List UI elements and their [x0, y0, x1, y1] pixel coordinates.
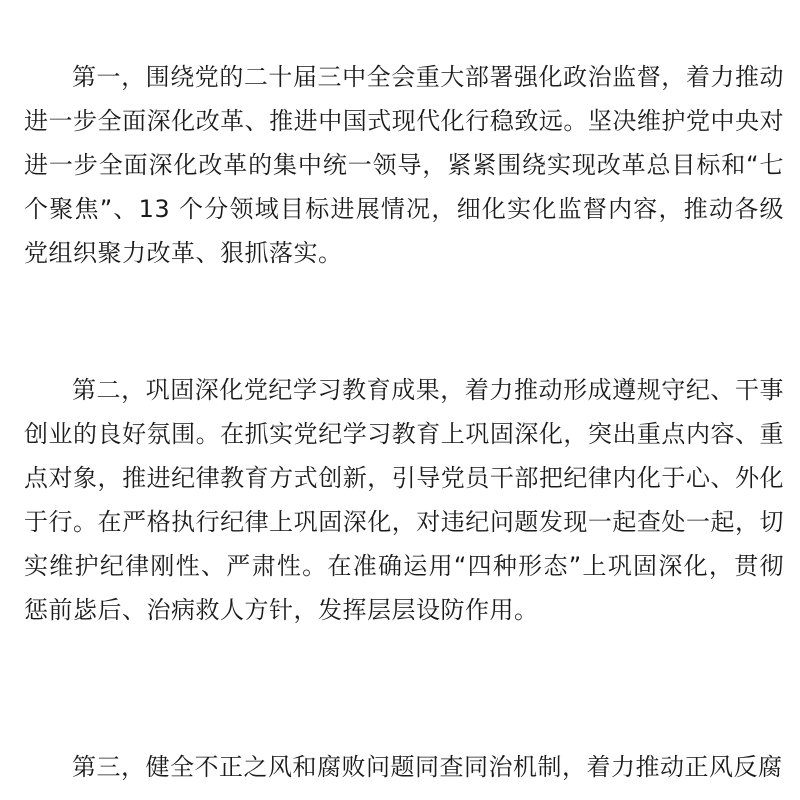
paragraph-third: 第三，健全不正之风和腐败问题同查同治机制，着力推动正风反腐 — [72, 753, 783, 781]
paragraph-first: 第一，围绕党的二十届三中全会重大部署强化政治监督，着力推动进一步全面深化改革、推进中国式现代化行稳致远。坚决维护党中央对进一步全面深化改革的集中统一领导，紧紧围绕实现改革总目标和“七个聚焦”、13 个分领域目标进展情况，细化实化监督内容，推动各级党组织聚力改革、狠抓落实。 — [24, 63, 784, 267]
paragraph-second: 第二，巩固深化党纪学习教育成果，着力推动形成遵规守纪、干事创业的良好氛围。在抓实党纪学习教育上巩固深化，突出重点内容、重点对象，推进纪律教育方式创新，引导党员干部把纪律内化于心、外化于行。在严格执行纪律上巩固深化，对违纪问题发现一起查处一起，切实维护纪律刚性、严肃性。在准确运用“四种形态”上巩固深化，贯彻惩前毖后、治病救人方针，发挥层层设防作用。 — [24, 376, 784, 624]
